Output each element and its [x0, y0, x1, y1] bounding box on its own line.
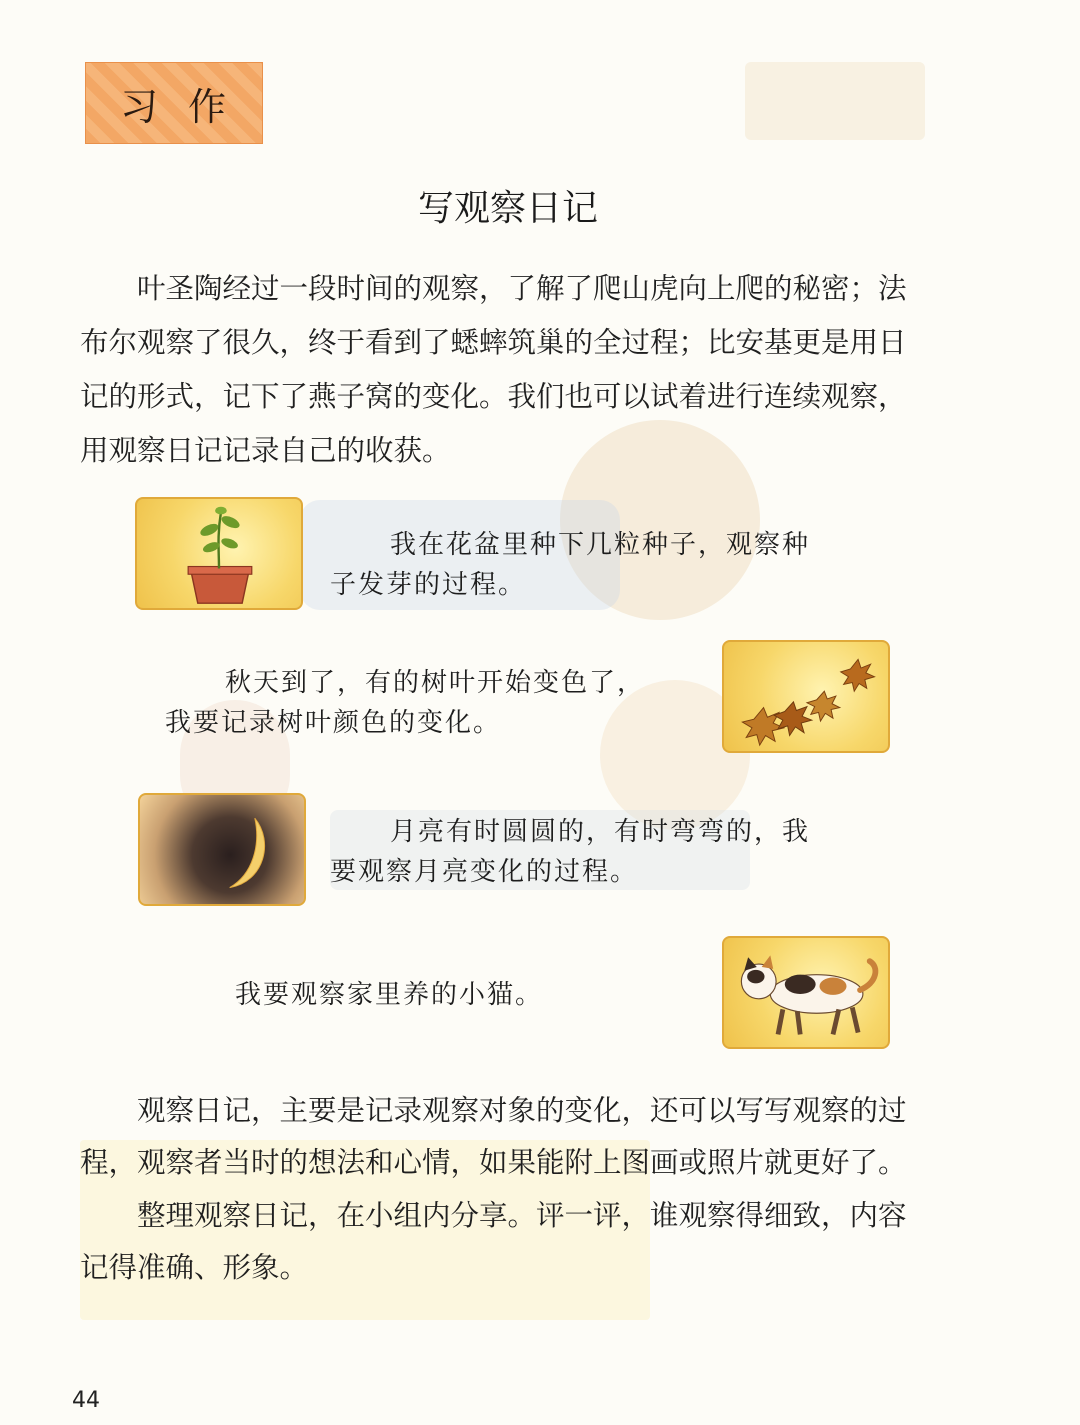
- example-moon-text: [330, 812, 870, 892]
- crescent-moon-icon: [140, 795, 304, 904]
- intro-paragraph: 叶圣陶经过一段时间的观察，了解了爬山虎向上爬的秘密；法布尔观察了很久，终于看到了蟋蟀筑巢的全过程；比安基更是用日记的形式，记下了燕子窝的变化。我们也可以试着进行连续观察，用观察日记记录自己的收获。: [80, 272, 907, 467]
- cat-image: [722, 936, 890, 1049]
- autumn-leaves-image: [722, 640, 890, 753]
- example-line: 我在花盆里种下几粒种子，观察种: [390, 530, 811, 560]
- example-leaves-text: [165, 663, 705, 743]
- cat-icon: [724, 938, 888, 1047]
- example-line: 月亮有时圆圆的，有时弯弯的，我: [390, 817, 811, 847]
- example-line: 要观察月亮变化的过程。: [330, 857, 639, 887]
- example-cat-text: 我要观察家里养的小猫。: [235, 980, 544, 1010]
- page-title: 写观察日记: [417, 188, 598, 229]
- example-line: 我要记录树叶颜色的变化。: [165, 708, 502, 738]
- moon-image: [138, 793, 306, 906]
- background-show-through: [745, 62, 925, 140]
- section-badge: 习作: [85, 62, 263, 144]
- example-line: 秋天到了，有的树叶开始变色了，: [225, 668, 646, 698]
- task-paragraph: 整理观察日记，在小组内分享。评一评，谁观察得细致，内容记得准确、形象。: [80, 1199, 907, 1284]
- example-sprout-text: [330, 525, 870, 605]
- page-number: 44: [72, 1388, 100, 1413]
- sprout-pot-image: [135, 497, 303, 610]
- leaf-icon: [724, 642, 888, 751]
- body-paragraph: 观察日记，主要是记录观察对象的变化，还可以写写观察的过程，观察者当时的想法和心情，如果能附上图画或照片就更好了。: [80, 1094, 907, 1179]
- example-line: 子发芽的过程。: [330, 570, 527, 600]
- sprout-icon: [137, 499, 301, 608]
